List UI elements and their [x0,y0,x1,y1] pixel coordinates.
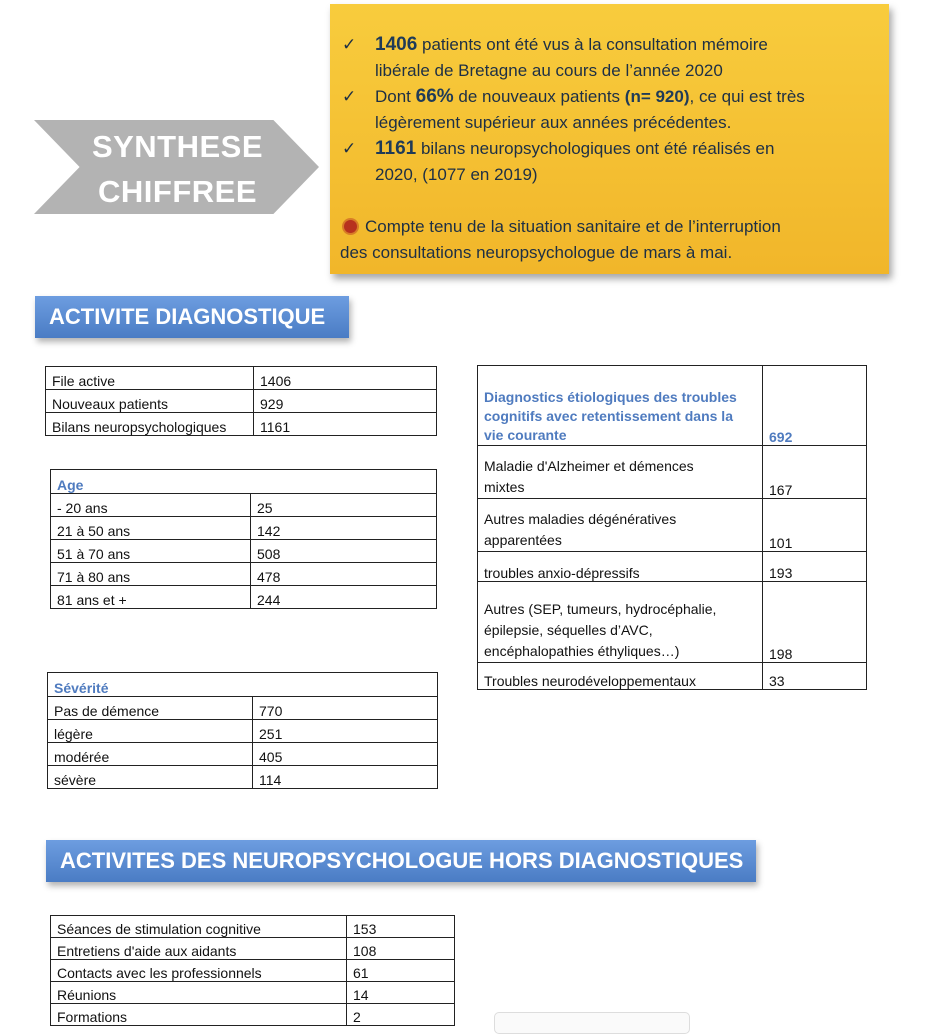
table-row: Bilans neuropsychologiques 1161 [46,413,437,436]
section-header-hors-diagnostic: ACTIVITES DES NEUROPSYCHOLOGUE HORS DIAGNOSTIQUES [46,840,756,882]
table-row: sévère 114 [48,766,438,789]
summary-box [330,4,889,274]
table-age [50,469,437,609]
table-etiology [477,365,867,690]
table-row: Contacts avec les professionnels 61 [51,960,455,982]
table-row: modérée 405 [48,743,438,766]
summary-item-patients: ✓ 1406 patients ont été vus à la consultation mémoire libérale de Bretagne au cours de l’année 2020 [342,34,768,80]
table-row: Troubles neurodéveloppementaux 33 [478,663,867,690]
synthese-banner-title [60,124,295,214]
table-row: - 20 ans 25 [51,494,437,517]
check-icon: ✓ [342,87,357,106]
table-header-row [48,673,438,697]
severity-header: Sévérité [48,673,438,697]
faint-box [494,1012,690,1034]
section-header-diagnostic: ACTIVITE DIAGNOSTIQUE [35,296,349,338]
summary-item-new-patients: ✓ Dont 66% de nouveaux patients (n= 920), ce qui est très légèrement supérieur aux années précédentes. [342,86,805,132]
table-row: Maladie d'Alzheimer et démences mixtes 167 [478,446,867,499]
table-row: Pas de démence 770 [48,697,438,720]
banner-line-1: SYNTHESE [91,129,264,164]
table-severity [47,672,438,789]
table-row: 21 à 50 ans 142 [51,517,437,540]
table-row: Séances de stimulation cognitive 153 [51,916,455,938]
table-row: Nouveaux patients 929 [46,390,437,413]
virus-icon [344,220,357,233]
table-header-row [51,470,437,494]
table-row: File active 1406 [46,367,437,390]
banner-line-2: CHIFFREE [98,174,257,209]
summary-note: Compte tenu de la situation sanitaire et de l’interruption des consultations neuropsychologue de mars à mai. [340,217,781,262]
table-hors-diagnostic [50,915,455,1026]
table-row: Formations 2 [51,1004,455,1026]
table-row: Autres maladies dégénératives apparentées 101 [478,499,867,552]
table-row: Réunions 14 [51,982,455,1004]
table-row: légère 251 [48,720,438,743]
table-main-figures [45,366,437,436]
table-row: 81 ans et + 244 [51,586,437,609]
summary-list [330,32,889,188]
table-row: 51 à 70 ans 508 [51,540,437,563]
table-row: 71 à 80 ans 478 [51,563,437,586]
check-icon: ✓ [342,35,357,54]
age-header: Age [51,470,437,494]
table-header-row: Diagnostics étiologiques des troubles cognitifs avec retentissement dans la vie courante 692 [478,366,867,446]
etiology-header: Diagnostics étiologiques des troubles cognitifs avec retentissement dans la vie courante [478,366,763,446]
table-row: Entretiens d'aide aux aidants 108 [51,938,455,960]
check-icon: ✓ [342,139,357,158]
table-row: troubles anxio-dépressifs 193 [478,552,867,582]
table-row: Autres (SEP, tumeurs, hydrocéphalie, épilepsie, séquelles d’AVC, encéphalopathies éthyliques…) 198 [478,582,867,663]
summary-item-bilans: ✓ 1161 bilans neuropsychologiques ont été réalisés en 2020, (1077 en 2019) [342,138,775,184]
